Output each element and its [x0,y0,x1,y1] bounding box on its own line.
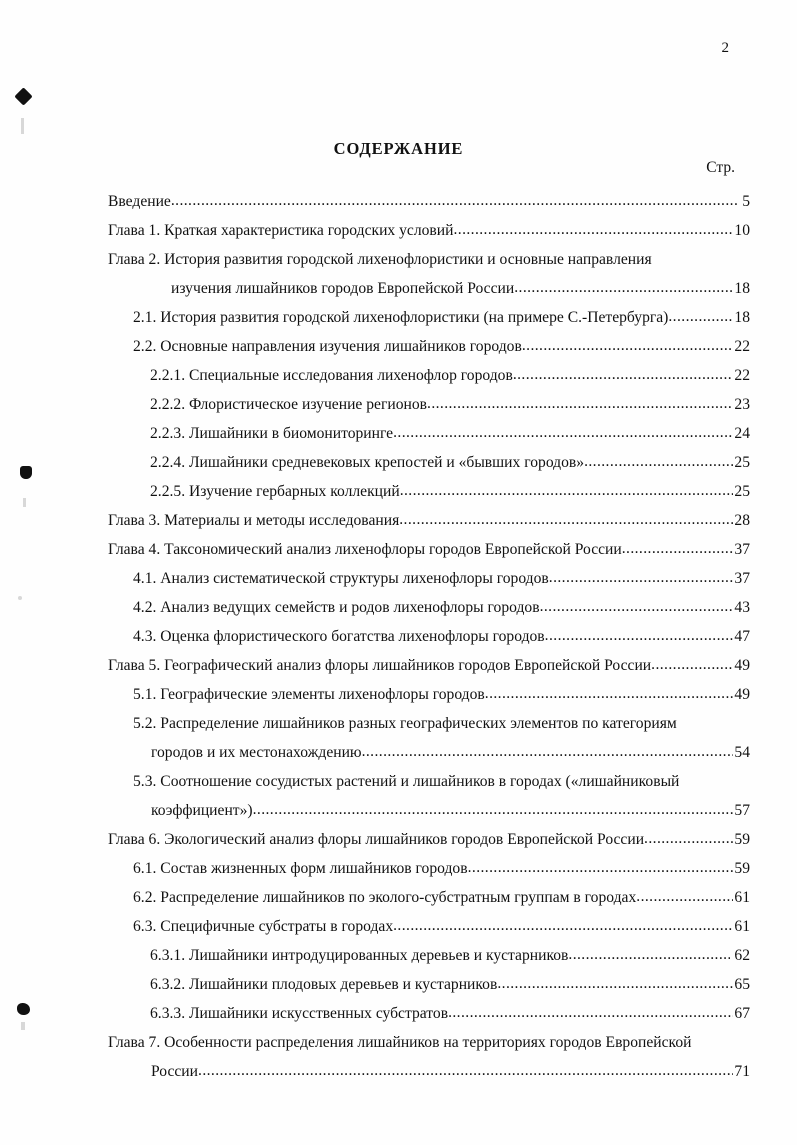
toc-entry-page-number: 24 [734,425,750,443]
toc-dot-leader [400,483,734,499]
toc-entry-page-number: 62 [734,947,750,965]
pages-column-label: Стр. [706,159,735,176]
toc-entry-page-number: 25 [734,454,750,472]
toc-entry-title: 2.2.1. Специальные исследования лихенофлор городов [150,367,513,385]
toc-entry-page-number: 67 [734,1005,750,1023]
toc-entry[interactable] [0,326,797,355]
toc-entry-page-number: 49 [734,686,750,704]
toc-entry-title: 6.3.3. Лишайники искусственных субстратов [150,1005,449,1023]
toc-entry[interactable] [0,964,797,993]
toc-entry-page-number: 10 [734,222,750,240]
toc-entry-title: 2.2.5. Изучение гербарных коллекций [150,483,400,501]
toc-entry-page-number: 5 [742,193,750,211]
toc-dot-leader [253,802,734,818]
toc-entry-title: 6.3. Специфичные субстраты в городах [133,918,394,936]
toc-dot-leader [427,396,733,412]
toc-entry-page-number: 28 [734,512,750,530]
toc-dot-leader [362,744,734,760]
toc-entry[interactable] [0,1022,797,1051]
toc-entry-page-number: 47 [734,628,750,646]
toc-entry[interactable] [0,558,797,587]
toc-entry-title: 5.2. Распределение лишайников разных географических элементов по категориям [133,715,677,733]
toc-entry[interactable] [0,384,797,413]
toc-entry[interactable] [0,442,797,471]
toc-entry-title: 2.1. История развития городской лихенофлористики (на примере С.-Петербурга) [133,309,669,327]
toc-entry-page-number: 37 [734,541,750,559]
toc-entry-title: 5.3. Соотношение сосудистых растений и лишайников в городах («лишайниковый [133,773,680,791]
toc-entry[interactable] [0,790,797,819]
toc-entry-title: Глава 2. История развития городской лихенофлористики и основные направления [108,251,652,269]
toc-entry-title: Глава 6. Экологический анализ флоры лишайников городов Европейской России [108,831,645,849]
toc-entry[interactable] [0,413,797,442]
toc-entry[interactable] [0,906,797,935]
toc-entry-title: 4.3. Оценка флористического богатства лихенофлоры городов [133,628,545,646]
toc-entry[interactable] [0,732,797,761]
toc-entry[interactable] [0,529,797,558]
toc-entry-title: 4.2. Анализ ведущих семейств и родов лихенофлоры городов [133,599,540,617]
toc-entry[interactable] [0,819,797,848]
toc-entry-page-number: 59 [734,831,750,849]
toc-entry-page-number: 25 [734,483,750,501]
toc-dot-leader [453,222,733,238]
scan-speck [21,118,24,134]
toc-entry-title: 6.3.1. Лишайники интродуцированных деревьев и кустарников [150,947,569,965]
toc-entry-title: 6.2. Распределение лишайников по эколого-субстратным группам в городах [133,889,637,907]
toc-entry[interactable] [0,703,797,732]
toc-entry-page-number: 23 [734,396,750,414]
toc-dot-leader [514,280,733,296]
toc-entry[interactable] [0,761,797,790]
toc-entry-title: Глава 3. Материалы и методы исследования [108,512,400,530]
toc-dot-leader [497,976,733,992]
toc-entry[interactable] [0,1051,797,1080]
toc-entry[interactable] [0,616,797,645]
toc-entry-page-number: 54 [734,744,750,762]
toc-entry-title: городов и их местонахождению [151,744,362,762]
table-of-contents [0,181,797,1080]
toc-entry[interactable] [0,355,797,384]
toc-entry-title: России [151,1063,199,1081]
toc-entry-page-number: 18 [734,280,750,298]
toc-dot-leader [393,425,733,441]
toc-entry[interactable] [0,848,797,877]
toc-entry[interactable] [0,587,797,616]
toc-entry-title: 2.2.2. Флористическое изучение регионов [150,396,428,414]
toc-dot-leader [399,512,733,528]
toc-dot-leader [513,367,734,383]
toc-dot-leader [568,947,730,963]
toc-dot-leader [651,657,733,673]
toc-dot-leader [540,599,734,615]
toc-entry-title: 5.1. Географические элементы лихенофлоры городов [133,686,485,704]
toc-entry[interactable] [0,645,797,674]
toc-entry-page-number: 61 [734,918,750,936]
toc-dot-leader [468,860,734,876]
toc-entry-page-number: 18 [734,309,750,327]
toc-entry-title: Глава 1. Краткая характеристика городских условий [108,222,454,240]
toc-entry-title: 2.2. Основные направления изучения лишайников городов [133,338,522,356]
toc-dot-leader [198,1063,733,1079]
toc-entry-page-number: 61 [734,889,750,907]
toc-dot-leader [448,1005,733,1021]
toc-dot-leader [636,889,733,905]
toc-dot-leader [644,831,733,847]
toc-entry-page-number: 57 [734,802,750,820]
toc-entry-title: 6.3.2. Лишайники плодовых деревьев и кустарников [150,976,498,994]
page-number: 2 [721,40,729,56]
toc-entry-page-number: 37 [734,570,750,588]
toc-entry[interactable] [0,239,797,268]
toc-dot-leader [393,918,733,934]
toc-entry-title: Глава 5. Географический анализ флоры лишайников городов Европейской России [108,657,652,675]
toc-dot-leader [485,686,734,702]
toc-entry-page-number: 59 [734,860,750,878]
toc-entry[interactable] [0,297,797,326]
toc-dot-leader [545,628,734,644]
toc-entry-page-number: 71 [734,1063,750,1081]
toc-entry-title: 4.1. Анализ систематической структуры лихенофлоры городов [133,570,549,588]
toc-entry-page-number: 22 [734,367,750,385]
toc-entry-page-number: 49 [734,657,750,675]
toc-entry-title: 6.1. Состав жизненных форм лишайников городов [133,860,468,878]
toc-dot-leader [522,338,734,354]
toc-entry-title: Глава 4. Таксономический анализ лихенофлоры городов Европейской России [108,541,622,559]
toc-entry[interactable] [0,935,797,964]
toc-entry-title: коэффициент») [151,802,253,820]
toc-entry-page-number: 43 [734,599,750,617]
toc-entry-title: 2.2.4. Лишайники средневековых крепостей и «бывших городов» [150,454,585,472]
toc-entry[interactable] [0,268,797,297]
toc-entry-title: 2.2.3. Лишайники в биомониторинге [150,425,394,443]
toc-entry[interactable] [0,471,797,500]
toc-entry[interactable] [0,500,797,529]
toc-entry[interactable] [0,674,797,703]
page-title: СОДЕРЖАНИЕ [333,139,464,159]
scan-artifact-mark [14,87,32,105]
toc-entry-page-number: 22 [734,338,750,356]
toc-entry-title: изучения лишайников городов Европейской России [171,280,515,298]
toc-dot-leader [584,454,733,470]
toc-dot-leader [171,193,738,209]
toc-dot-leader [549,570,734,586]
toc-entry-title: Введение [108,193,171,211]
toc-entry-page-number: 65 [734,976,750,994]
toc-dot-leader [622,541,734,557]
toc-entry[interactable] [0,993,797,1022]
toc-entry[interactable] [0,181,797,210]
toc-entry[interactable] [0,210,797,239]
toc-entry[interactable] [0,877,797,906]
toc-entry-title: Глава 7. Особенности распределения лишайников на территориях городов Европейской [108,1034,692,1052]
toc-dot-leader [668,309,733,325]
